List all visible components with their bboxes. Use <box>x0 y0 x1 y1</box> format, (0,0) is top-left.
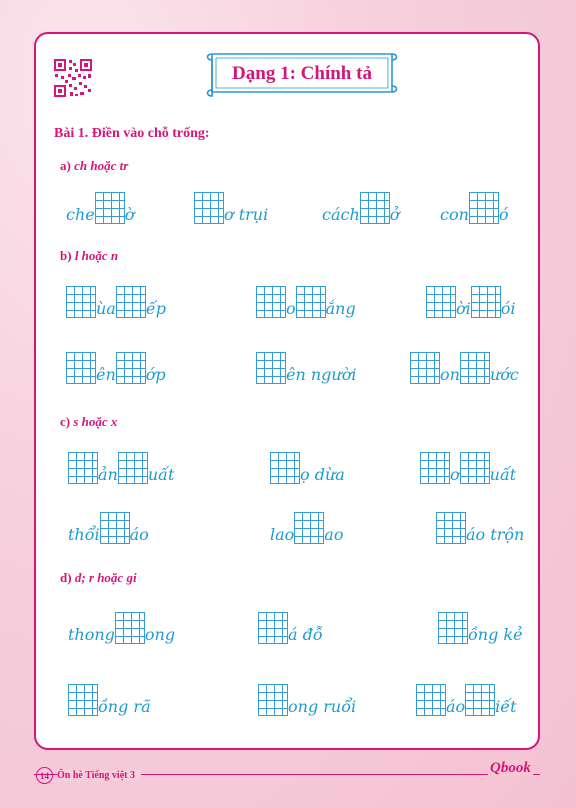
letter-box[interactable] <box>438 612 468 644</box>
section-a-heading: a) ch hoặc tr <box>60 158 129 173</box>
footer-left <box>36 767 141 784</box>
word-d4: ồng rã <box>68 682 151 716</box>
letter-box[interactable] <box>296 286 326 318</box>
letter-box[interactable] <box>360 192 390 224</box>
letter-box[interactable] <box>270 452 300 484</box>
letter-box[interactable] <box>420 452 450 484</box>
letter-box[interactable] <box>118 452 148 484</box>
word-c4: thổi áo <box>68 510 149 544</box>
word-d5: ong ruổi <box>258 682 356 716</box>
letter-box[interactable] <box>471 286 501 318</box>
word-b4: ên ớp <box>66 350 166 384</box>
section-b-heading: b) l hoặc n <box>60 248 119 263</box>
word-c5: lao ao <box>270 510 343 544</box>
word-d1: thong ong <box>68 610 175 644</box>
word-a3: cách ở <box>322 190 399 224</box>
scroll-banner <box>202 48 402 100</box>
letter-box[interactable] <box>426 286 456 318</box>
letter-box[interactable] <box>66 286 96 318</box>
letter-box[interactable] <box>115 612 145 644</box>
letter-box[interactable] <box>95 192 125 224</box>
word-a1: che ờ <box>66 190 134 224</box>
letter-box[interactable] <box>294 512 324 544</box>
letter-box[interactable] <box>66 352 96 384</box>
letter-box[interactable] <box>116 352 146 384</box>
qr-code-icon <box>53 58 93 98</box>
book-title: Ôn hè Tiếng việt 3 <box>57 770 141 781</box>
letter-box[interactable] <box>116 286 146 318</box>
letter-box[interactable] <box>258 612 288 644</box>
word-c1: ản uất <box>68 450 174 484</box>
word-b5: ên người <box>256 350 356 384</box>
letter-box[interactable] <box>436 512 466 544</box>
letter-box[interactable] <box>68 684 98 716</box>
letter-box[interactable] <box>416 684 446 716</box>
word-a4: con ó <box>440 190 509 224</box>
word-d3: ồng kẻ <box>438 610 523 644</box>
section-d-heading: d) d; r hoặc gi <box>60 570 137 585</box>
letter-box[interactable] <box>465 684 495 716</box>
letter-box[interactable] <box>100 512 130 544</box>
word-a2: ơ trụi <box>194 190 268 224</box>
page-title: Dạng 1: Chính tả <box>232 63 372 84</box>
word-c6: áo trộn <box>436 510 524 544</box>
letter-box[interactable] <box>256 352 286 384</box>
word-c2: ọ dừa <box>270 450 345 484</box>
letter-box[interactable] <box>256 286 286 318</box>
word-b2: o ắng <box>256 284 356 318</box>
word-c3: ơ uất <box>420 450 516 484</box>
letter-box[interactable] <box>258 684 288 716</box>
word-d2: á đỗ <box>258 610 323 644</box>
letter-box[interactable] <box>460 452 490 484</box>
letter-box[interactable] <box>460 352 490 384</box>
letter-box[interactable] <box>469 192 499 224</box>
word-b6: on ước <box>410 350 519 384</box>
letter-box[interactable] <box>410 352 440 384</box>
page-number: 14 <box>36 767 53 784</box>
letter-box[interactable] <box>194 192 224 224</box>
word-b1: ùa ếp <box>66 284 166 318</box>
exercise-title: Bài 1. Điền vào chỗ trống: <box>54 126 210 141</box>
worksheet-card <box>34 32 540 750</box>
letter-box[interactable] <box>68 452 98 484</box>
section-c-heading: c) s hoặc x <box>60 414 118 429</box>
word-b3: ời ói <box>426 284 516 318</box>
word-d6: áo iết <box>416 682 517 716</box>
qbook-logo: Qbook <box>490 760 531 776</box>
